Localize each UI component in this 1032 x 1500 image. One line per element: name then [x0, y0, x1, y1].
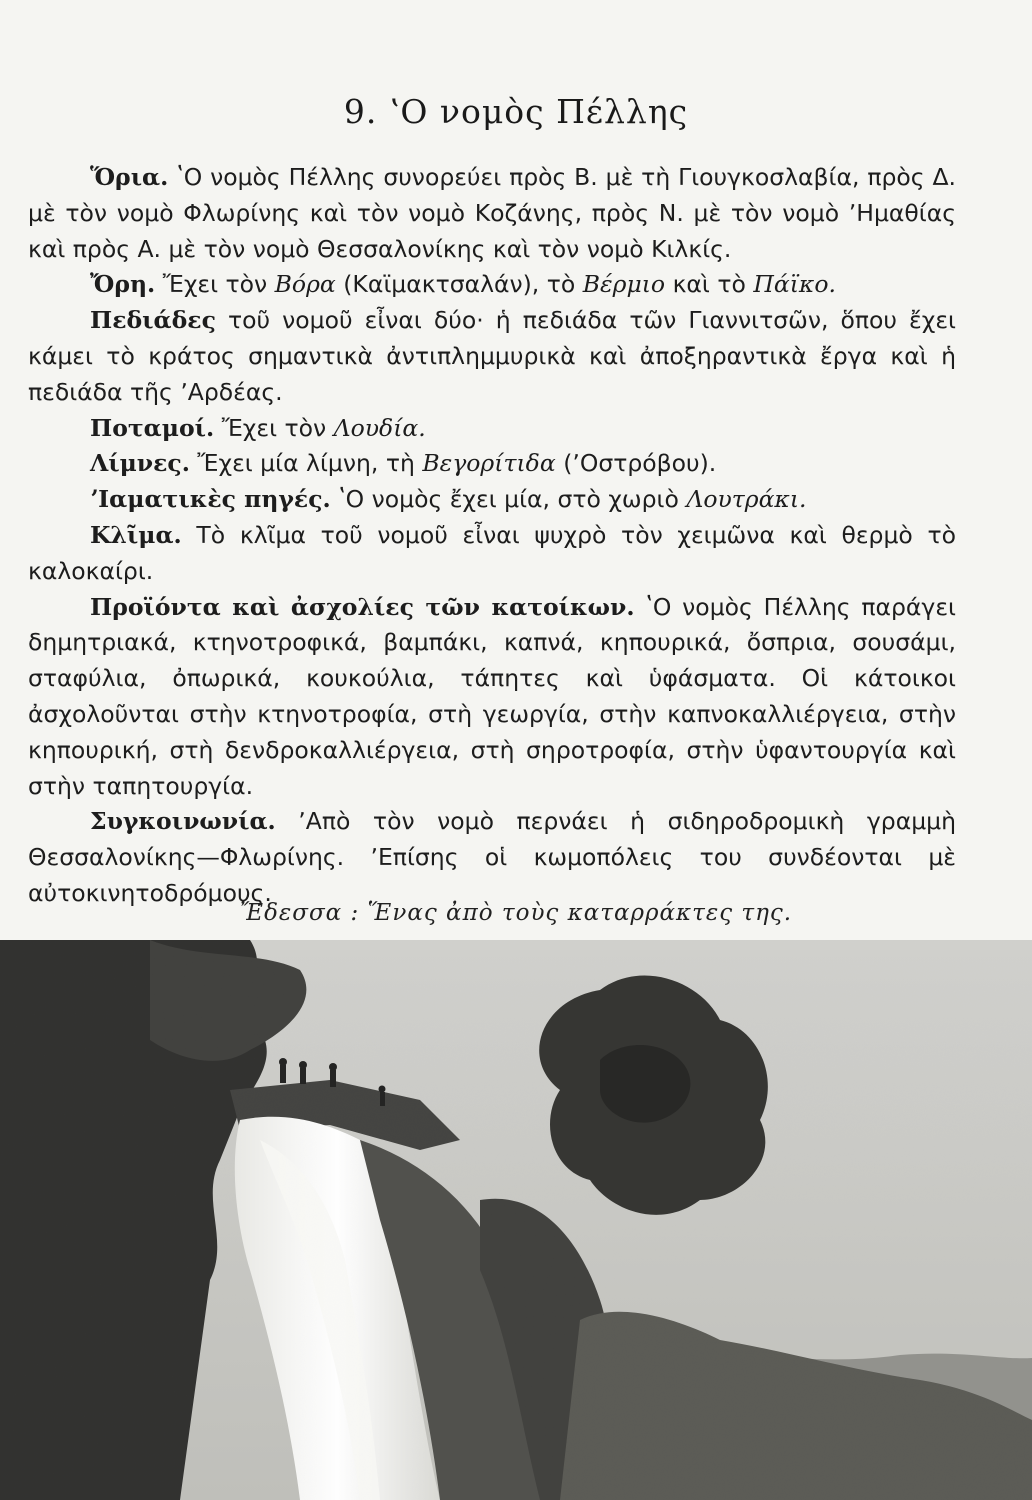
waterfall-illustration — [0, 940, 1032, 1500]
text-limnes-post: (ʼΟστρόβου). — [563, 449, 717, 478]
body-text — [28, 160, 956, 912]
label-oria: Ὅρια. — [90, 163, 169, 191]
label-limnes: Λίμνες. — [90, 449, 190, 478]
text-potamoi-pre: Ἔχει τὸν — [221, 413, 327, 442]
page-title: 9. ʽΟ νομὸς Πέλλης — [343, 92, 689, 131]
lake-vegoritida: Βεγορίτιδα — [422, 449, 556, 478]
village-loutraki: Λουτράκι. — [686, 485, 807, 514]
label-iamatikes: ʼΙαματικὲς πηγές. — [90, 485, 331, 514]
label-pediades: Πεδιάδες — [90, 306, 216, 335]
mountain-paiko: Πάϊκο. — [753, 270, 836, 299]
text-pediades: τοῦ νομοῦ εἶναι δύο· ἡ πεδιάδα τῶν Γιαννιτσῶν, ὅπου ἔχει κάμει τὸ κράτος σημαντικὰ ἀντιπλημμυρικὰ καὶ ἀποξηραντικὰ ἔργα καὶ ἡ πεδιάδα τῆς ʼΑρδέας. — [28, 306, 956, 406]
text-ori-and: καὶ τὸ — [672, 270, 746, 299]
mountain-vora: Βόρα — [274, 270, 336, 299]
paragraph-limnes — [28, 446, 956, 482]
label-proionta: Προϊόντα καὶ ἀσχολίες τῶν κατοίκων. — [90, 592, 635, 621]
label-klima: Κλῖμα. — [90, 520, 182, 549]
paragraph-oria — [28, 160, 956, 267]
text-klima: Τὸ κλῖμα τοῦ νομοῦ εἶναι ψυχρὸ τὸν χειμῶνα καὶ θερμὸ τὸ καλοκαίρι. — [28, 520, 956, 585]
text-oria: ʽΟ νομὸς Πέλλης συνορεύει πρὸς Β. μὲ τὴ Γιουγκοσλαβία, πρὸς Δ. μὲ τὸν νομὸ Φλωρίνης καὶ τὸν νομὸ Κοζάνης, πρὸς Ν. μὲ τὸν νομὸ ʼΗμαθίας καὶ πρὸς Α. μὲ τὸν νομὸ Θεσσαλονίκης καὶ τὸν νομὸ Κιλκίς. — [28, 163, 956, 263]
paragraph-ori — [28, 267, 956, 303]
paragraph-proionta — [28, 590, 956, 805]
label-potamoi: Ποταμοί. — [90, 413, 215, 442]
label-ori: Ὄρη. — [90, 270, 156, 299]
waterfall-photo — [0, 940, 1032, 1500]
paragraph-potamoi — [28, 411, 956, 447]
paragraph-sygkoinonia — [28, 804, 956, 911]
paragraph-klima — [28, 518, 956, 590]
river-loudias: Λουδία. — [333, 413, 426, 442]
paragraph-iamatikes — [28, 482, 956, 518]
label-sygkoinonia: Συγκοινωνία. — [90, 807, 276, 836]
text-iamatikes-pre: ʽΟ νομὸς ἔχει μία, στὸ χωριὸ — [338, 485, 679, 514]
paragraph-pediades — [28, 303, 956, 410]
text-proionta: ʽΟ νομὸς Πέλλης παράγει δημητριακά, κτηνοτροφικά, βαμπάκι, καπνά, κηπουρικά, ὄσπρια, σουσάμι, σταφύλια, ὀπωρικά, κουκούλια, τάπητες καὶ ὑφάσματα. Οἱ κάτοικοι ἀσχολοῦνται στὴν κτηνοτροφία, στὴ γεωργία, στὴν καπνοκαλλιέργεια, στὴν κηπουρική, στὴ δενδροκαλλιέργεια, στὴ σηροτροφία, στὴν ὑφαντουργία καὶ στὴν ταπητουργία. — [28, 592, 956, 800]
text-ori-mid: (Καϊμακτσαλάν), τὸ — [343, 270, 576, 299]
text-sygkoinonia: ʼΑπὸ τὸν νομὸ περνάει ἡ σιδηροδρομικὴ γραμμὴ Θεσσαλονίκης—Φλωρίνης. ʼΕπίσης οἱ κωμοπόλεις του συνδέονται μὲ αὐτοκινητοδρόμους. — [28, 807, 956, 907]
mountain-vermio: Βέρμιο — [582, 270, 666, 299]
photo-caption: Ἔδεσσα : Ἕνας ἀπὸ τοὺς καταρράκτες της. — [239, 900, 793, 926]
text-limnes-pre: Ἔχει μία λίμνη, τὴ — [197, 449, 415, 478]
text-ori-pre: Ἔχει τὸν — [162, 270, 268, 299]
